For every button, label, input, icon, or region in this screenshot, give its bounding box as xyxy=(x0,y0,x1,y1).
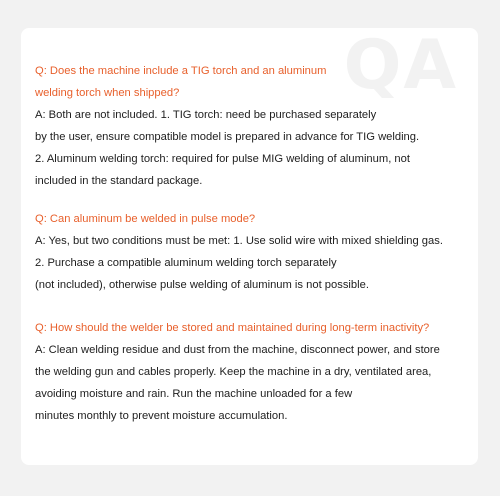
faq-card xyxy=(21,28,478,465)
qa-item-2 xyxy=(35,208,468,296)
answer-line: (not included), otherwise pulse welding of aluminum is not possible. xyxy=(35,279,369,291)
question-line: Q: How should the welder be stored and maintained during long-term inactivity? xyxy=(35,322,430,334)
answer-line: 2. Aluminum welding torch: required for pulse MIG welding of aluminum, not xyxy=(35,153,410,165)
qa-item-3 xyxy=(35,317,468,427)
question-line: Q: Does the machine include a TIG torch and an aluminum xyxy=(35,65,327,77)
question-line: welding torch when shipped? xyxy=(35,87,180,99)
answer-line: avoiding moisture and rain. Run the machine unloaded for a few xyxy=(35,388,353,400)
answer-line: 2. Purchase a compatible aluminum welding torch separately xyxy=(35,257,337,269)
answer-line: included in the standard package. xyxy=(35,175,203,187)
answer-line: minutes monthly to prevent moisture accumulation. xyxy=(35,410,288,422)
question-line: Q: Can aluminum be welded in pulse mode? xyxy=(35,213,256,225)
answer-line: by the user, ensure compatible model is prepared in advance for TIG welding. xyxy=(35,131,420,143)
answer-line: A: Both are not included. 1. TIG torch: need be purchased separately xyxy=(35,109,377,121)
answer-line: A: Clean welding residue and dust from the machine, disconnect power, and store xyxy=(35,344,440,356)
qa-watermark: QA xyxy=(343,28,458,105)
answer-line: the welding gun and cables properly. Keep the machine in a dry, ventilated area, xyxy=(35,366,432,378)
answer-line: A: Yes, but two conditions must be met: 1. Use solid wire with mixed shielding gas. xyxy=(35,235,443,247)
qa-item-1 xyxy=(35,60,468,192)
